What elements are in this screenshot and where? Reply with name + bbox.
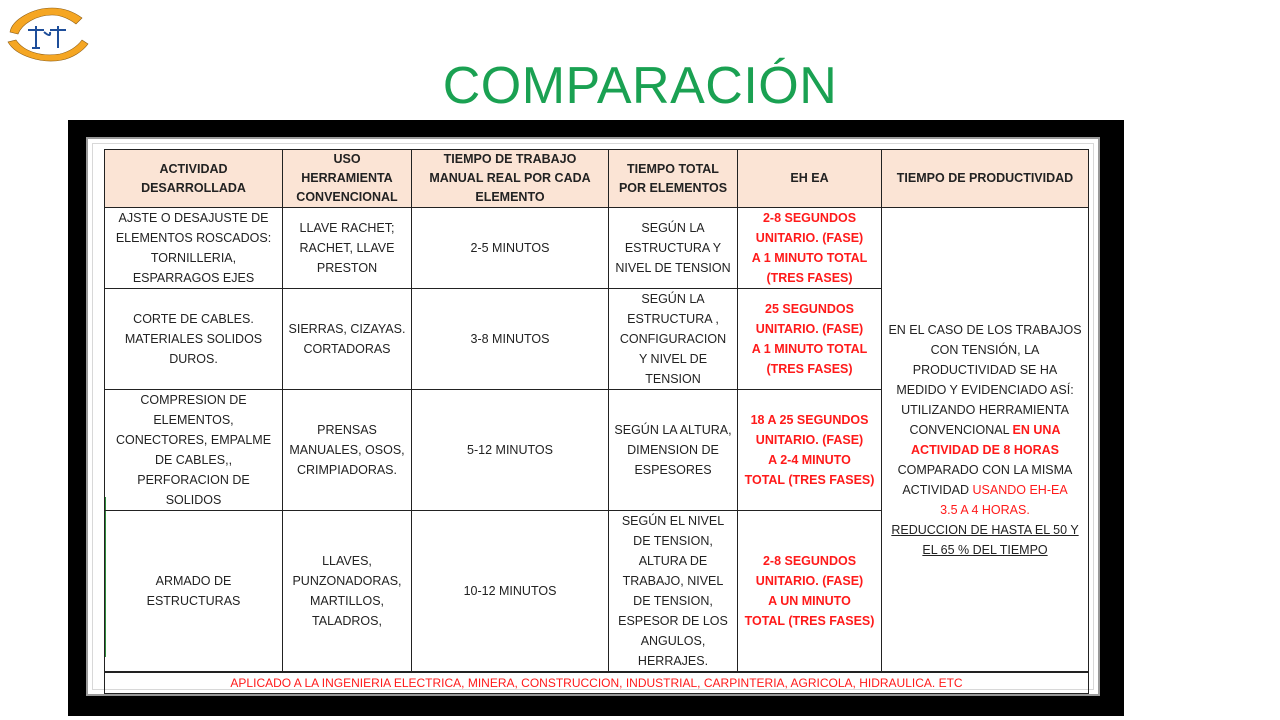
cell-tiempo-manual: 10-12 MINUTOS <box>412 511 609 673</box>
header-eh-ea: EH EA <box>738 150 882 208</box>
cell-herramienta: LLAVES, PUNZONADORAS, MARTILLOS, TALADROS, <box>283 511 412 673</box>
page-title: COMPARACIÓN <box>442 57 838 115</box>
cell-eh-ea: 25 SEGUNDOS UNITARIO. (FASE) A 1 MINUTO TOTAL (TRES FASES) <box>738 289 882 390</box>
header-productividad: TIEMPO DE PRODUCTIVIDAD <box>882 150 1089 208</box>
cell-herramienta: SIERRAS, CIZAYAS. CORTADORAS <box>283 289 412 390</box>
cell-tiempo-total: SEGÚN EL NIVEL DE TENSION, ALTURA DE TRABAJO, NIVEL DE TENSION, ESPESOR DE LOS ANGULOS, HERRAJES. <box>609 511 738 673</box>
cell-tiempo-total: SEGÚN LA ALTURA, DIMENSION DE ESPESORES <box>609 390 738 511</box>
header-row <box>105 150 1089 208</box>
footer-note: APLICADO A LA INGENIERIA ELECTRICA, MINERA, CONSTRUCCION, INDUSTRIAL, CARPINTERIA, AGRICOLA, HIDRAULICA. ETC <box>105 672 1089 694</box>
comparison-table <box>104 149 1089 694</box>
cell-tiempo-manual: 3-8 MINUTOS <box>412 289 609 390</box>
cell-tiempo-manual: 5-12 MINUTOS <box>412 390 609 511</box>
cell-actividad: ARMADO DE ESTRUCTURAS <box>105 511 283 673</box>
table-row <box>105 208 1089 289</box>
footer-row <box>105 672 1089 694</box>
cell-eh-ea: 2-8 SEGUNDOS UNITARIO. (FASE) A UN MINUTO TOTAL (TRES FASES) <box>738 511 882 673</box>
spreadsheet-image <box>86 137 1100 696</box>
cell-tiempo-manual: 2-5 MINUTOS <box>412 208 609 289</box>
cell-actividad: AJSTE O DESAJUSTE DE ELEMENTOS ROSCADOS: TORNILLERIA, ESPARRAGOS EJES <box>105 208 283 289</box>
cell-productividad: EN EL CASO DE LOS TRABAJOS CON TENSIÓN, LA PRODUCTIVIDAD SE HA MEDIDO Y EVIDENCIADO ASÍ: UTILIZANDO HERRAMIENTA CONVENCIONAL EN UNA ACTIVIDAD DE 8 HORAS COMPARADO CON LA MISMA ACTIVIDAD USANDO EH-EA 3.5 A 4 HORAS. REDUCCION DE HASTA EL 50 Y EL 65 % DEL TIEMPO <box>882 208 1089 673</box>
cell-herramienta: PRENSAS MANUALES, OSOS, CRIMPIADORAS. <box>283 390 412 511</box>
cell-actividad: CORTE DE CABLES. MATERIALES SOLIDOS DUROS. <box>105 289 283 390</box>
cell-tiempo-total: SEGÚN LA ESTRUCTURA , CONFIGURACION Y NIVEL DE TENSION <box>609 289 738 390</box>
header-actividad: ACTIVIDAD DESARROLLADA <box>105 150 283 208</box>
cell-actividad: COMPRESION DE ELEMENTOS, CONECTORES, EMPALME DE CABLES,, PERFORACION DE SOLIDOS <box>105 390 283 511</box>
header-tiempo-total: TIEMPO TOTAL POR ELEMENTOS <box>609 150 738 208</box>
cell-eh-ea: 18 A 25 SEGUNDOS UNITARIO. (FASE) A 2-4 MINUTO TOTAL (TRES FASES) <box>738 390 882 511</box>
header-herramienta: USO HERRAMIENTA CONVENCIONAL <box>283 150 412 208</box>
header-tiempo-manual: TIEMPO DE TRABAJO MANUAL REAL POR CADA ELEMENTO <box>412 150 609 208</box>
cell-eh-ea: 2-8 SEGUNDOS UNITARIO. (FASE) A 1 MINUTO TOTAL (TRES FASES) <box>738 208 882 289</box>
cell-herramienta: LLAVE RACHET; RACHET, LLAVE PRESTON <box>283 208 412 289</box>
cell-tiempo-total: SEGÚN LA ESTRUCTURA Y NIVEL DE TENSION <box>609 208 738 289</box>
